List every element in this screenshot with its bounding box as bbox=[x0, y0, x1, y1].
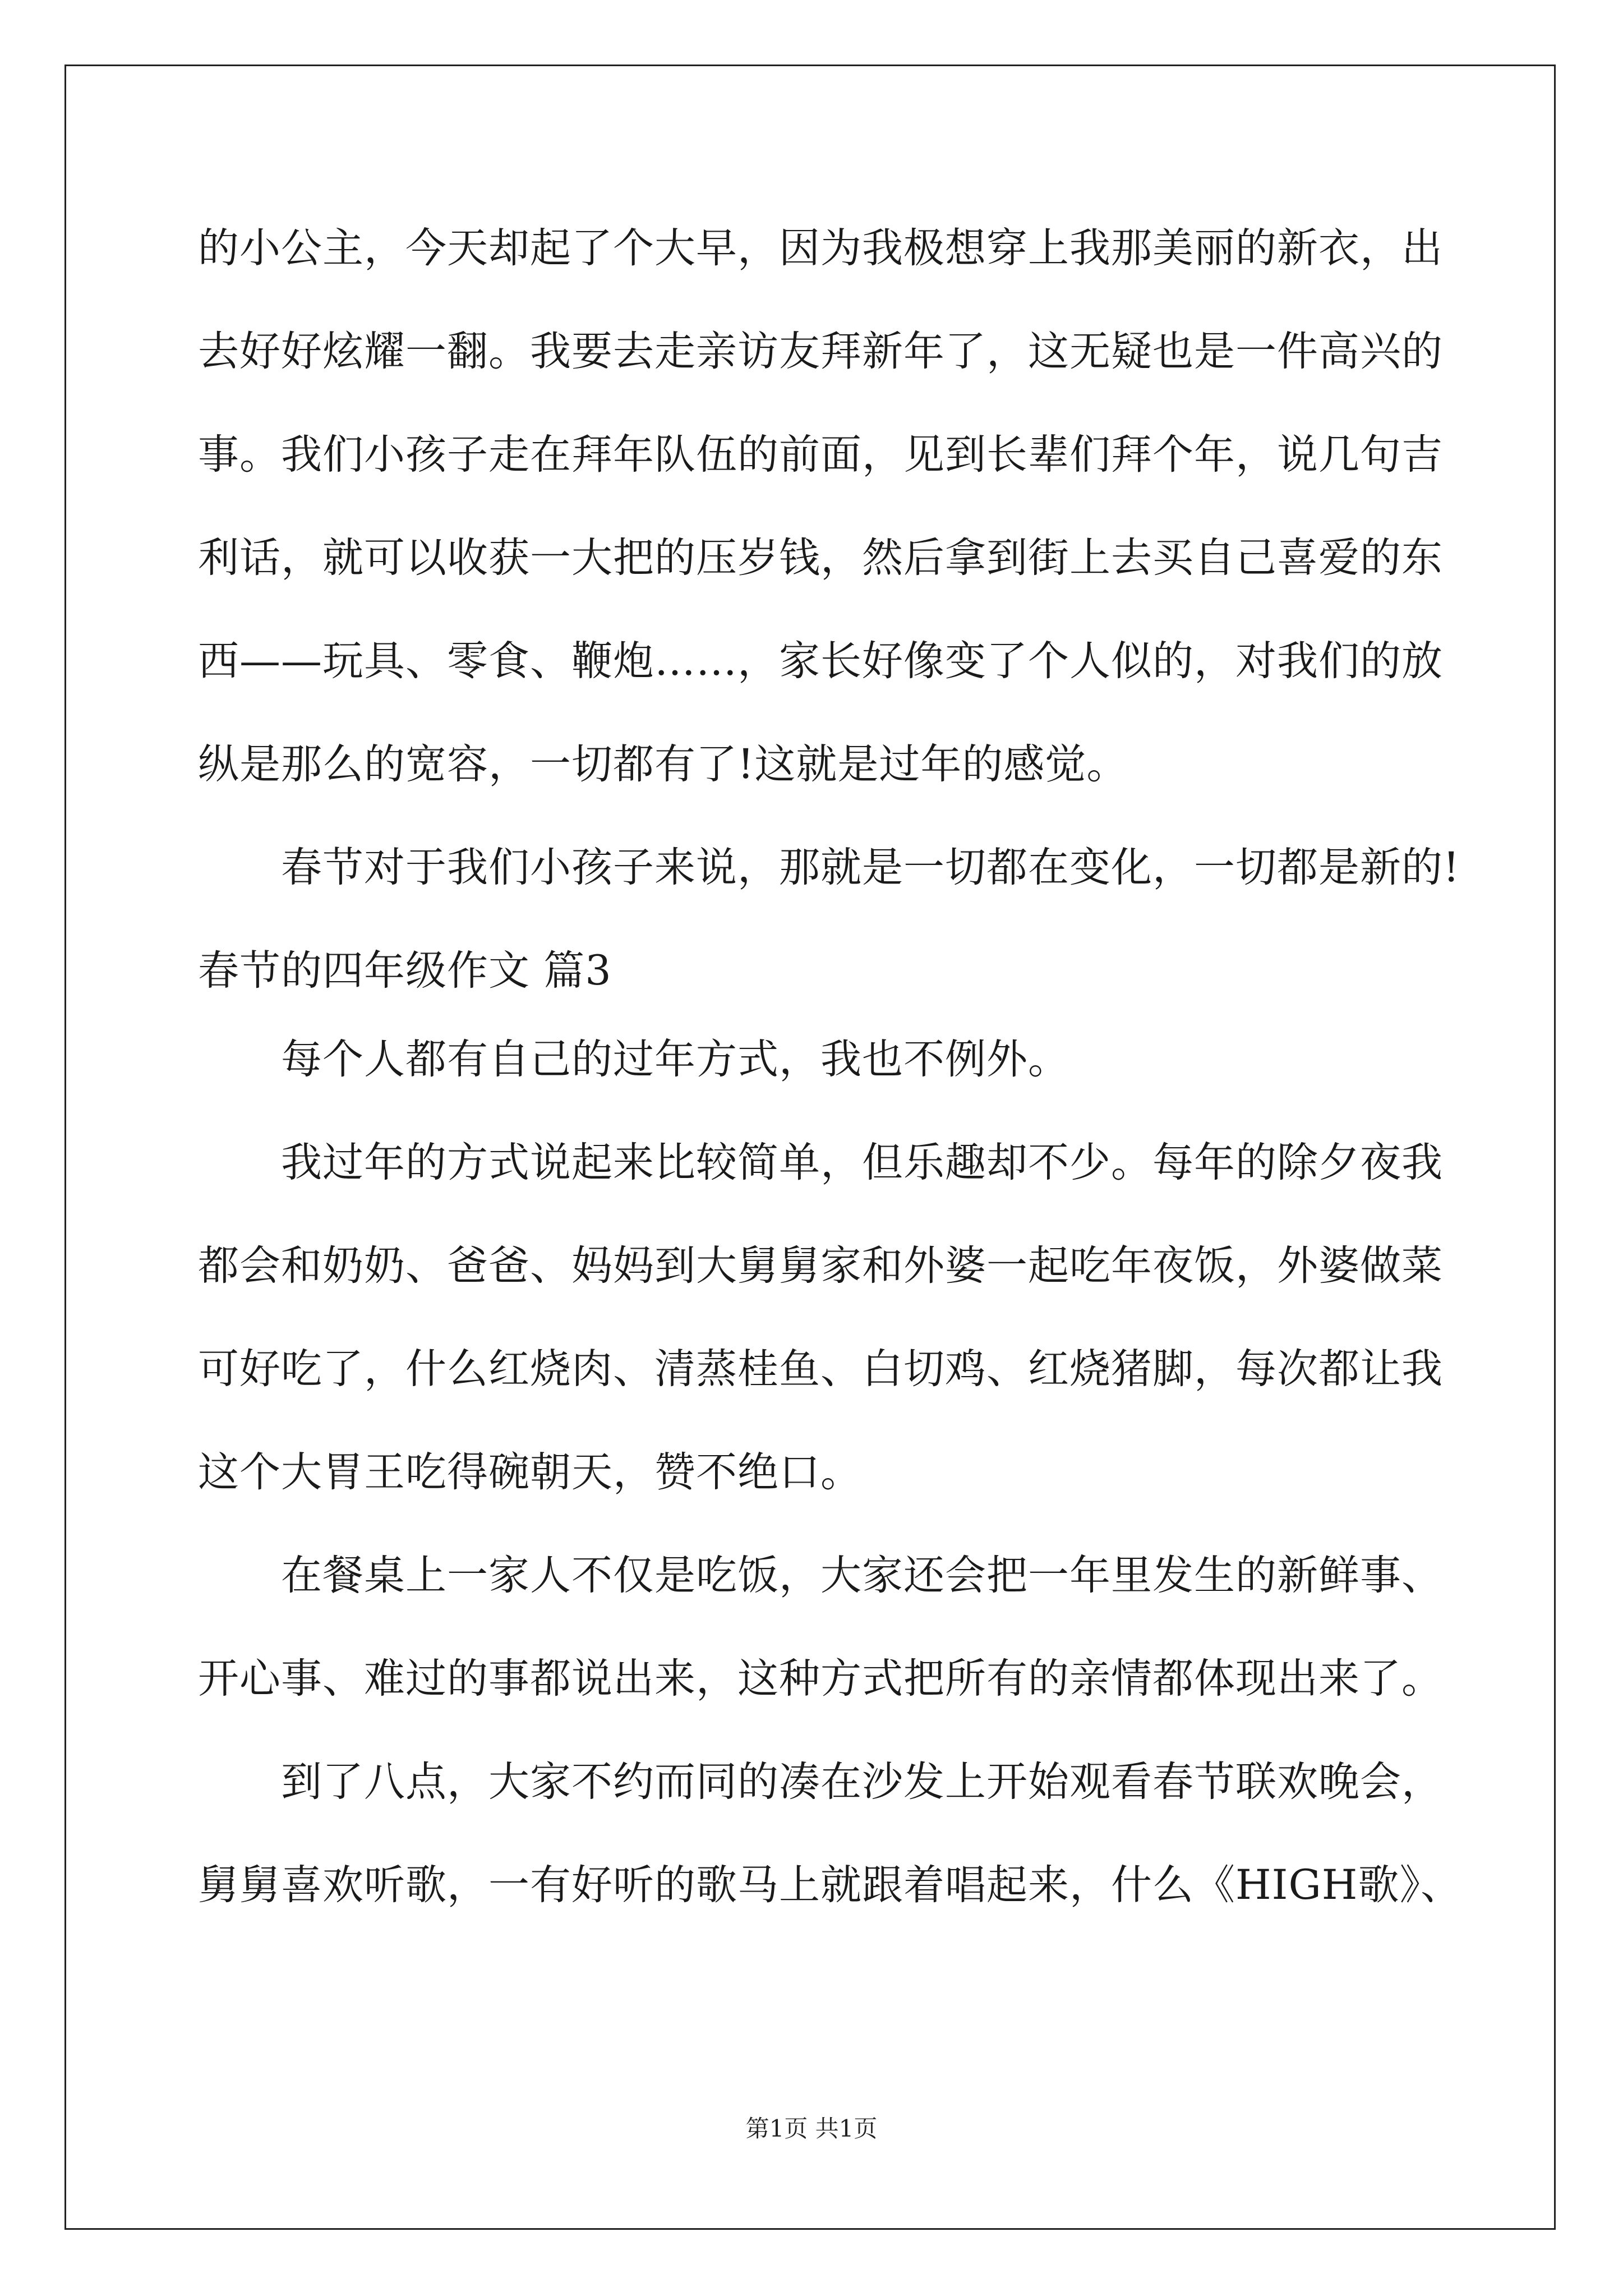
text-line: 事。我们小孩子走在拜年队伍的前面，见到长辈们拜个年，说几句吉 bbox=[198, 431, 1443, 478]
paragraph-line: 在餐桌上一家人不仅是吃饭，大家还会把一年里发生的新鲜事、 bbox=[281, 1552, 1443, 1599]
paragraph-line: 每个人都有自己的过年方式，我也不例外。 bbox=[281, 1036, 1069, 1083]
text-line: 这个大胃王吃得碗朝天，赞不绝口。 bbox=[198, 1448, 862, 1496]
text-line: 的小公主，今天却起了个大早，因为我极想穿上我那美丽的新衣，出 bbox=[198, 224, 1443, 272]
text-line: 利话，就可以收获一大把的压岁钱，然后拿到街上去买自己喜爱的东 bbox=[198, 534, 1443, 582]
text-line: 纵是那么的宽容，一切都有了!这就是过年的感觉。 bbox=[198, 740, 1128, 788]
paragraph-line: 春节对于我们小孩子来说，那就是一切都在变化，一切都是新的! bbox=[281, 844, 1460, 891]
document-body bbox=[198, 218, 1462, 1958]
text-line: 开心事、难过的事都说出来，这种方式把所有的亲情都体现出来了。 bbox=[198, 1655, 1443, 1703]
page-number-footer: 第1页 共1页 bbox=[745, 2115, 878, 2142]
section-heading: 春节的四年级作文 篇3 bbox=[198, 947, 612, 995]
paragraph-line: 到了八点，大家不约而同的凑在沙发上开始观看春节联欢晚会， bbox=[281, 1758, 1443, 1806]
paragraph-line: 我过年的方式说起来比较简单，但乐趣却不少。每年的除夕夜我 bbox=[281, 1139, 1443, 1186]
text-line: 西——玩具、零食、鞭炮……，家长好像变了个人似的，对我们的放 bbox=[198, 637, 1443, 685]
text-line: 舅舅喜欢听歌，一有好听的歌马上就跟着唱起来，什么《HIGH歌》、 bbox=[198, 1861, 1462, 1909]
text-line: 都会和奶奶、爸爸、妈妈到大舅舅家和外婆一起吃年夜饭，外婆做菜 bbox=[198, 1242, 1443, 1290]
text-line: 去好好炫耀一翻。我要去走亲访友拜新年了，这无疑也是一件高兴的 bbox=[198, 328, 1443, 375]
text-line: 可好吃了，什么红烧肉、清蒸桂鱼、白切鸡、红烧猪脚，每次都让我 bbox=[198, 1345, 1443, 1393]
